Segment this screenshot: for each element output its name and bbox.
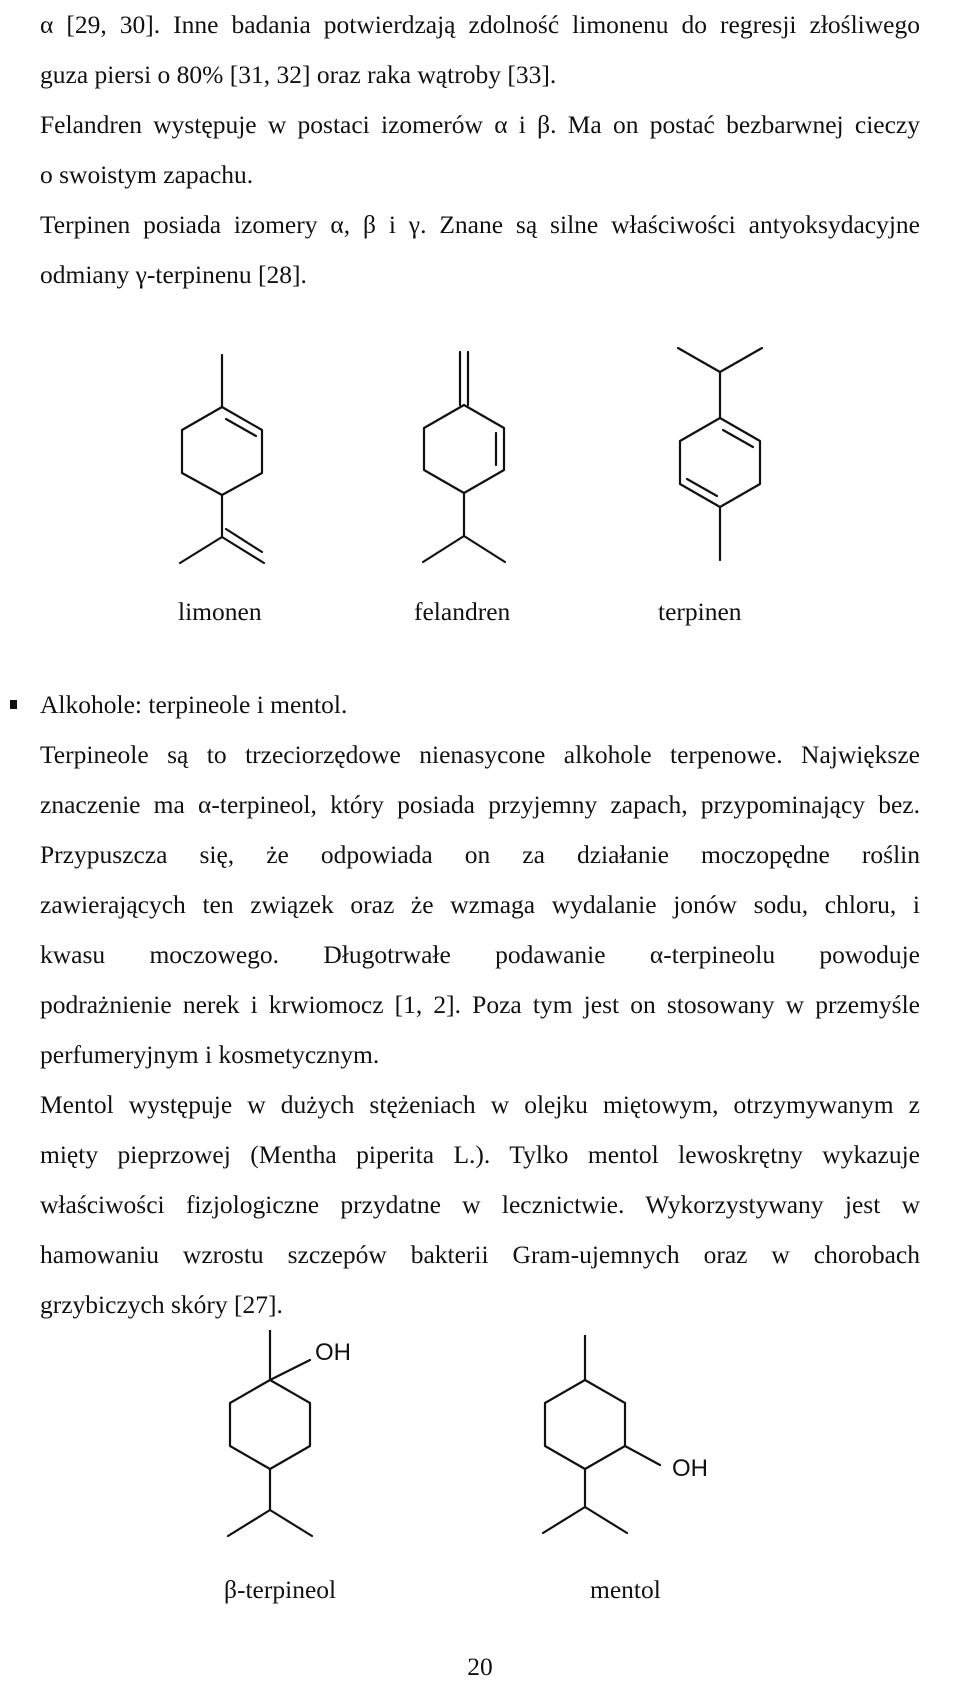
- mentol-structure: [535, 1335, 670, 1560]
- limonen-structure: [150, 345, 290, 585]
- text-line: Terpinen posiada izomery α, β i γ. Znane są silne właściwości antyoksydacyjne: [40, 210, 920, 239]
- mentol-label: mentol: [590, 1575, 661, 1604]
- text-line: kwasu moczowego. Długotrwałe podawanie α-terpineolu powoduje: [40, 940, 920, 969]
- terpinen-label: terpinen: [658, 597, 742, 626]
- text-line: guza piersi o 80% [31, 32] oraz raka wątroby [33].: [40, 60, 557, 89]
- section-heading: Alkohole: terpineole i mentol.: [40, 690, 348, 719]
- beta-terpineol-label: β-terpineol: [224, 1575, 337, 1604]
- text-line: hamowaniu wzrostu szczepów bakterii Gram-ujemnych oraz w chorobach: [40, 1240, 920, 1269]
- felandren-structure: [395, 340, 535, 585]
- text-line: o swoistym zapachu.: [40, 160, 254, 189]
- oh-group-label: OH: [672, 1455, 708, 1482]
- text-line: perfumeryjnym i kosmetycznym.: [40, 1040, 380, 1069]
- text-line: grzybiczych skóry [27].: [40, 1290, 283, 1319]
- text-line: Felandren występuje w postaci izomerów α i β. Ma on postać bezbarwnej cieczy: [40, 110, 920, 139]
- text-line: mięty pieprzowej (Mentha piperita L.). Tylko mentol lewoskrętny wykazuje: [40, 1140, 920, 1169]
- text-line: podrażnienie nerek i krwiomocz [1, 2]. Poza tym jest on stosowany w przemyśle: [40, 990, 920, 1019]
- text-line: Przypuszcza się, że odpowiada on za działanie moczopędne roślin: [40, 840, 920, 869]
- text-line: Mentol występuje w dużych stężeniach w olejku miętowym, otrzymywanym z: [40, 1090, 920, 1119]
- text-line: znaczenie ma α-terpineol, który posiada przyjemny zapach, przypominający bez.: [40, 790, 920, 819]
- limonen-label: limonen: [178, 597, 262, 626]
- oh-group-label: OH: [315, 1339, 351, 1366]
- text-line: odmiany γ-terpinenu [28].: [40, 260, 307, 289]
- text-line: Terpineole są to trzeciorzędowe nienasycone alkohole terpenowe. Największe: [40, 740, 920, 769]
- beta-terpineol-structure: [210, 1330, 330, 1560]
- text-line: właściwości fizjologiczne przydatne w lecznictwie. Wykorzystywany jest w: [40, 1190, 920, 1219]
- text-line: α [29, 30]. Inne badania potwierdzają zdolność limonenu do regresji złośliwego: [40, 10, 920, 39]
- text-line: zawierających ten związek oraz że wzmaga wydalanie jonów sodu, chloru, i: [40, 890, 920, 919]
- terpinen-structure: [650, 340, 790, 585]
- bullet-marker: [10, 700, 17, 709]
- felandren-label: felandren: [414, 597, 511, 626]
- page-number: 20: [467, 1652, 493, 1681]
